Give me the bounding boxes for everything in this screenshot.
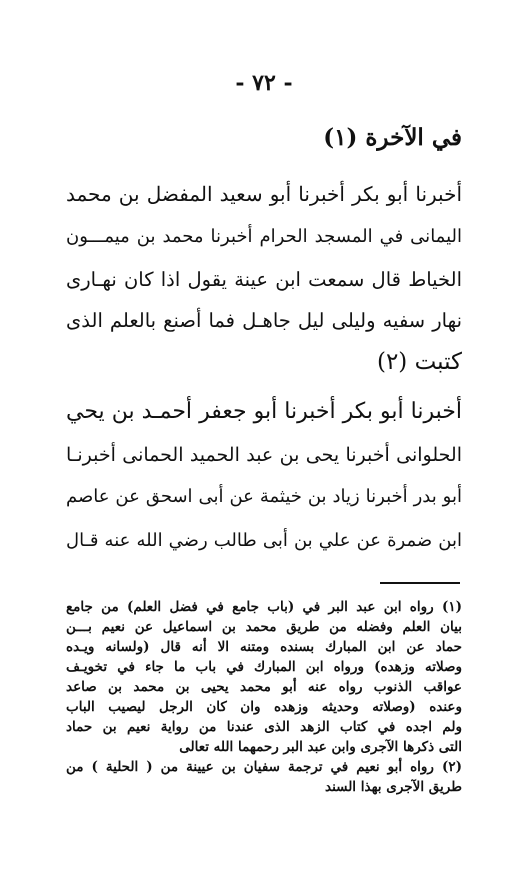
footnote-line: وعنده (وصلاته وحديثه وزهده وان كان الرجل ليصيب الباب [66, 699, 462, 715]
text-line: أبو بدر أخبرنا زياد بن خيثمة عن أبى اسحق عن عاصم [66, 486, 462, 507]
text-line: الخياط قال سمعت ابن عينة يقول اذا كان نهـارى [66, 268, 462, 291]
text-line: أخبرنا أبو بكر أخبرنا أبو سعيد المفضل بن محمد [66, 182, 462, 206]
text-line: نهار سفيه وليلى ليل جاهـل فما أصنع بالعلم الذى [66, 309, 462, 332]
footnote-line: حماد عن ابن المبارك بسنده ومتنه الا أنه قال (ولسانه ويـده [66, 639, 462, 655]
text-line: كتبت (٢) [376, 349, 462, 375]
footnote-line: بيان العلم وفضله من طريق محمد بن اسماعيل عن نعيم بـــن [66, 619, 462, 635]
footnote-line: طريق الآجرى بهذا السند [324, 779, 462, 795]
text-line: الحلوانى أخبرنا يحى بن عبد الحميد الحمانى أخبرنـا [66, 444, 462, 466]
text-line: أخبرنا أبو بكر أخبرنا أبو جعفر أحمـد بن يحي [66, 399, 462, 424]
text-line: ابن ضمرة عن علي بن أبى طالب رضي الله عنه قـال [66, 530, 462, 551]
footnote-line: التى ذكرها الآجرى وابن عبد البر رحمهما الله تعالى [179, 739, 462, 755]
text-line: اليمانى في المسجد الحرام أخبرنا محمد بن ميمـــون [66, 226, 462, 247]
footnote-line: وصلاته وزهده) ورواه ابن المبارك في باب ما جاء في تخويـف [66, 659, 462, 675]
footnote-line: ولم اجده في كتاب الزهد الذى عندنا من رواية نعيم بن حماد [66, 719, 462, 735]
section-heading: في الآخرة (١) [323, 124, 462, 151]
footnote-line: عواقب الذنوب رواه عنه أبو محمد يحيى بن محمد بن صاعد [66, 679, 462, 695]
footnote-line: (٢) رواه أبو نعيم في ترجمة سفيان بن عيينة من ( الحلية ) من [66, 759, 462, 775]
page-number: - ٧٢ - [235, 70, 293, 96]
footnote-line: (١) رواه ابن عبد البر في (باب جامع في فضل العلم) من جامع [66, 599, 462, 615]
footnote-separator [380, 582, 460, 584]
